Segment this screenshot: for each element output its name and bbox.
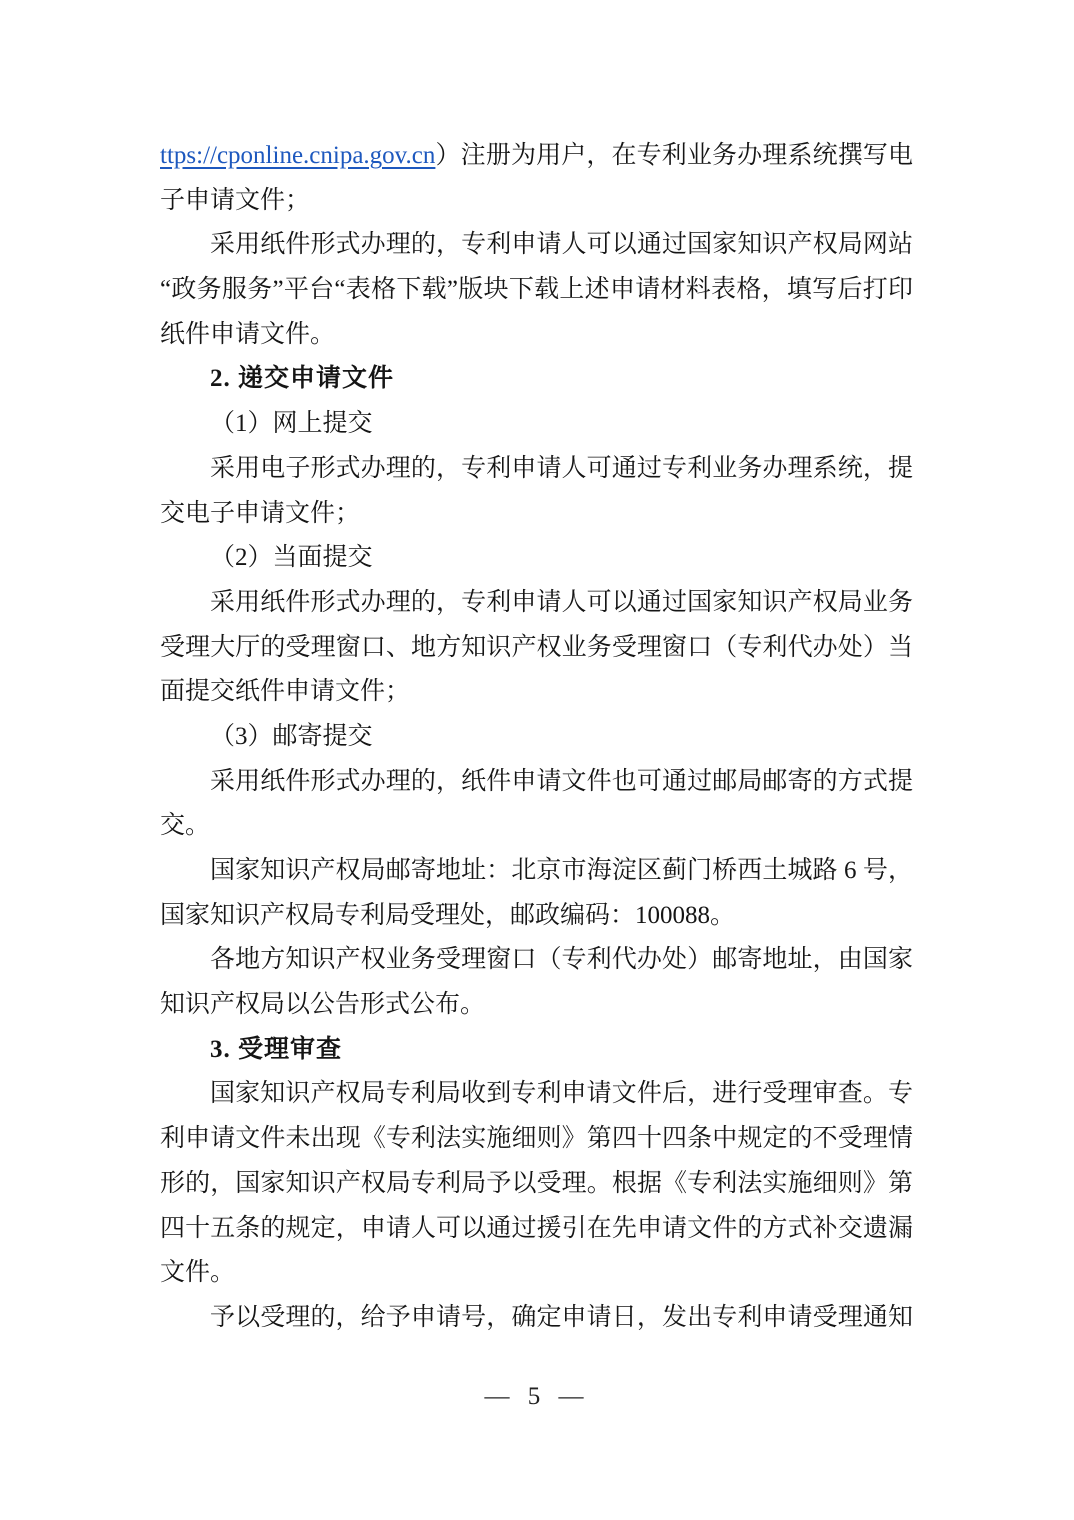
- text-line: [160, 1207, 913, 1252]
- text-line: [160, 626, 913, 671]
- heading-line: [160, 357, 913, 402]
- text-line: [160, 1117, 913, 1162]
- text-segment: 四十五条的规定，申请人可以通过援引在先申请文件的方式补交遗漏: [160, 1214, 913, 1242]
- text-segment: 采用纸件形式办理的，专利申请人可以通过国家知识产权局网站: [210, 231, 913, 259]
- text-segment: 国家知识产权局专利局收到专利申请文件后，进行受理审查。专: [210, 1080, 913, 1108]
- text-segment: （2）当面提交: [210, 544, 373, 572]
- text-segment: 利申请文件未出现《专利法实施细则》第四十四条中规定的不受理情: [160, 1125, 913, 1153]
- text-segment: 交电子申请文件；: [160, 499, 361, 527]
- text-line: [160, 313, 913, 358]
- page-number: — 5 —: [484, 1383, 590, 1410]
- text-segment: 采用纸件形式办理的，纸件申请文件也可通过邮局邮寄的方式提: [210, 767, 913, 795]
- text-line: [160, 179, 913, 224]
- text-line: [160, 492, 913, 537]
- text-segment: 知识产权局以公告形式公布。: [160, 991, 486, 1019]
- text-line: [160, 581, 913, 626]
- text-segment: 受理大厅的受理窗口、地方知识产权业务受理窗口（专利代办处）当: [160, 633, 913, 661]
- text-line: [160, 938, 913, 983]
- text-line: [160, 1072, 913, 1117]
- text-line: [160, 983, 913, 1028]
- text-segment: 交。: [160, 812, 211, 840]
- hyperlink[interactable]: ttps://cponline.cnipa.gov.cn: [160, 142, 436, 169]
- text-line: [160, 715, 913, 760]
- text-segment: 面提交纸件申请文件；: [160, 678, 411, 706]
- text-segment: 予以受理的，给予申请号，确定申请日，发出专利申请受理通知: [210, 1303, 913, 1331]
- text-segment: （1）网上提交: [210, 410, 373, 438]
- text-segment: （3）邮寄提交: [210, 722, 373, 750]
- text-line: [160, 760, 913, 805]
- text-line: [160, 536, 913, 581]
- text-segment: 国家知识产权局专利局受理处，邮政编码：100088。: [160, 901, 736, 929]
- document-body: [160, 134, 913, 1341]
- text-segment: 3. 受理审查: [210, 1035, 343, 1063]
- text-segment: 采用纸件形式办理的，专利申请人可以通过国家知识产权局业务: [210, 588, 913, 616]
- text-segment: 纸件申请文件。: [160, 320, 336, 348]
- text-segment: 子申请文件；: [160, 186, 311, 214]
- text-line: [160, 134, 913, 179]
- text-segment: 采用电子形式办理的，专利申请人可通过专利业务办理系统，提: [210, 454, 913, 482]
- heading-line: [160, 1028, 913, 1073]
- text-line: [160, 1296, 913, 1341]
- text-line: [160, 447, 913, 492]
- text-segment: 国家知识产权局邮寄地址：北京市海淀区蓟门桥西土城路 6 号，: [210, 857, 913, 884]
- text-segment: 各地方知识产权业务受理窗口（专利代办处）邮寄地址，由国家: [210, 946, 913, 974]
- text-segment: 2. 递交申请文件: [210, 365, 395, 393]
- text-line: [160, 1251, 913, 1296]
- text-segment: 文件。: [160, 1259, 236, 1287]
- text-line: [160, 268, 913, 313]
- text-line: [160, 1162, 913, 1207]
- text-line: [160, 849, 913, 894]
- text-line: [160, 670, 913, 715]
- text-segment: 形的，国家知识产权局专利局予以受理。根据《专利法实施细则》第: [160, 1169, 913, 1197]
- text-line: [160, 894, 913, 939]
- text-line: [160, 804, 913, 849]
- text-segment: “政务服务”平台“表格下载”版块下载上述申请材料表格，填写后打印: [160, 276, 913, 304]
- text-line: [160, 402, 913, 447]
- text-line: [160, 223, 913, 268]
- text-segment: ）注册为用户，在专利业务办理系统撰写电: [435, 142, 913, 169]
